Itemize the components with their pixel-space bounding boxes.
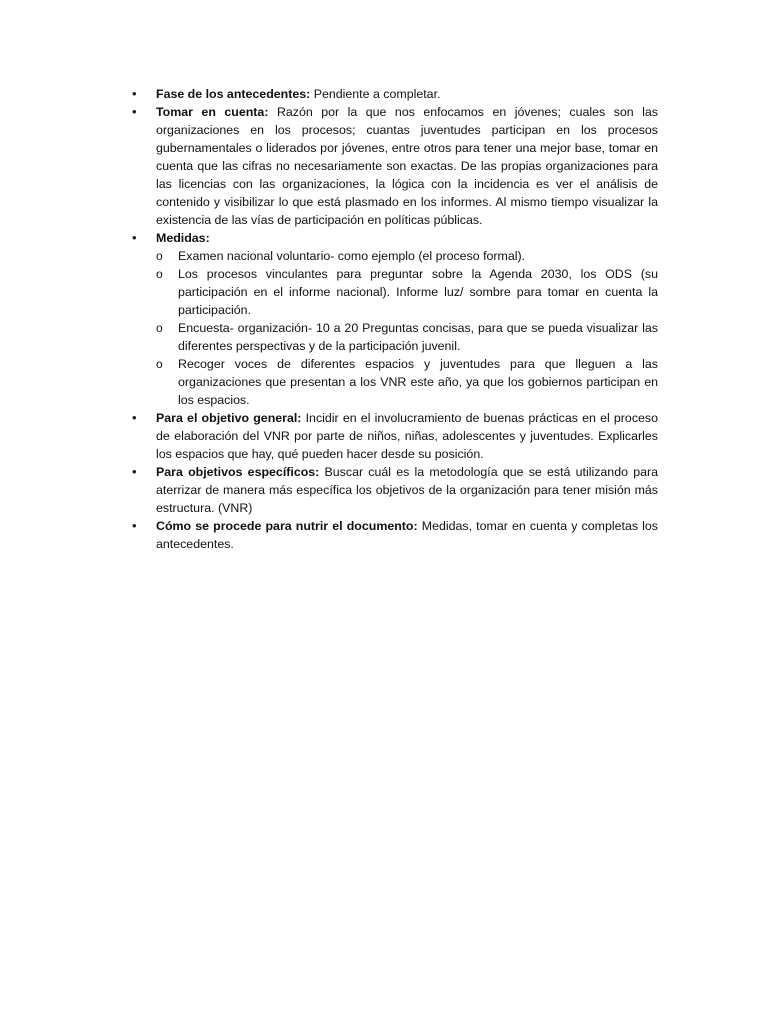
sub-list-item (156, 319, 658, 355)
bullet-icon: • (132, 86, 137, 101)
item-text: Medidas, tomar en cuenta y completas los antecedentes. (156, 519, 658, 551)
sub-item-text: Los procesos vinculantes para preguntar sobre la Agenda 2030, los ODS (su participación en el informe nacional). Informe luz/ sombre para tomar en cuenta la participación. (178, 267, 658, 317)
item-label: Para el objetivo general: (156, 411, 302, 425)
circle-bullet-icon: o (156, 321, 163, 335)
list-item-tomar-en-cuenta (132, 103, 658, 229)
circle-bullet-icon: o (156, 249, 163, 263)
bullet-icon: • (132, 410, 137, 425)
sub-list-item (156, 265, 658, 319)
item-label: Tomar en cuenta: (156, 105, 269, 119)
sub-list-item (156, 355, 658, 409)
document-body (132, 85, 658, 553)
list-item-objetivos-especificos (132, 463, 658, 517)
bullet-icon: • (132, 464, 137, 479)
circle-bullet-icon: o (156, 267, 163, 281)
item-label: Medidas: (156, 231, 210, 245)
bullet-icon: • (132, 230, 137, 245)
sub-item-text: Encuesta- organización- 10 a 20 Preguntas concisas, para que se pueda visualizar las diferentes perspectivas y de la participación juvenil. (178, 321, 658, 353)
list-item-nutrir-documento (132, 517, 658, 553)
item-label: Fase de los antecedentes: (156, 87, 311, 101)
item-label: Cómo se procede para nutrir el documento: (156, 519, 418, 533)
item-text: Buscar cuál es la metodología que se está utilizando para aterrizar de manera más específica los objetivos de la organización para tener misión más estructura. (VNR) (156, 465, 658, 515)
item-text: Incidir en el involucramiento de buenas prácticas en el proceso de elaboración del VNR por parte de niños, niñas, adolescentes y juventudes. Explicarles los espacios que hay, qué pueden hacer desde su posición. (156, 411, 658, 461)
bullet-list (132, 85, 658, 553)
sub-list-item (156, 247, 658, 265)
bullet-icon: • (132, 104, 137, 119)
list-item-antecedentes (132, 85, 658, 103)
item-label: Para objetivos específicos: (156, 465, 320, 479)
item-text: Razón por la que nos enfocamos en jóvenes; cuales son las organizaciones en los procesos; cuantas juventudes participan en los procesos gubernamentales o liderados por jóvenes, entre otros para tener una mejor base, tomar en cuenta que las cifras no necesariamente son exactas. De las propias organizaciones para las licencias con las organizaciones, la lógica con la incidencia es ver el análisis de contenido y visibilizar lo que está plasmado en los informes. Al mismo tiempo visualizar la existencia de las vías de participación en políticas públicas. (156, 105, 658, 227)
sub-list (156, 247, 658, 409)
bullet-icon: • (132, 518, 137, 533)
list-item-objetivo-general (132, 409, 658, 463)
circle-bullet-icon: o (156, 357, 163, 371)
list-item-medidas (132, 229, 658, 409)
sub-item-text: Recoger voces de diferentes espacios y juventudes para que lleguen a las organizaciones que presentan a los VNR este año, ya que los gobiernos participan en los espacios. (178, 357, 658, 407)
sub-item-text: Examen nacional voluntario- como ejemplo (el proceso formal). (178, 249, 526, 263)
item-text: Pendiente a completar. (310, 87, 441, 101)
